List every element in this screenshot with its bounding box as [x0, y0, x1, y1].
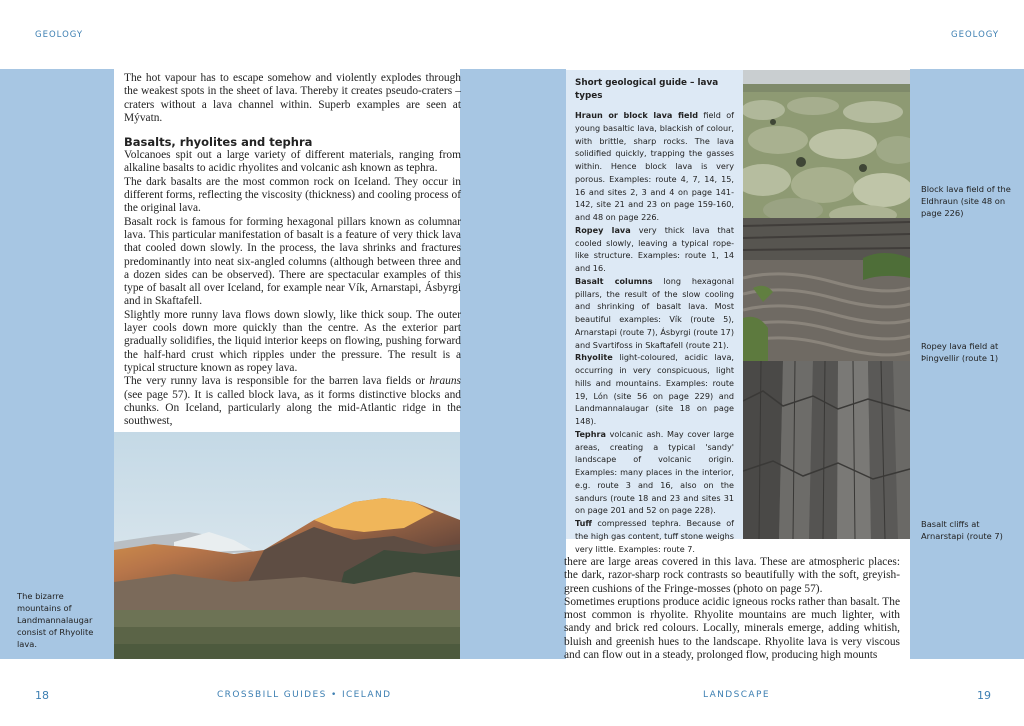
page-number-right: 19 [977, 689, 991, 702]
page-number-left: 18 [35, 689, 49, 702]
photo-caption-basalt: Basalt cliffs at Arnarstapi (route 7) [921, 519, 1003, 541]
guide-definition: field of young basaltic lava, blackish of colour, with brittle, sharp rocks. The lava solidified quickly, trapping the gasses within. Hence block lava is very porous. Examples: route 4, 7, 14, 15, 16 and sites 2, 3 and 4 on page 141-142, site 21 and 23 on page 159-160, and 48 on page 226. [575, 110, 734, 222]
guide-entry-tuff [575, 517, 734, 555]
right-margin-band [910, 69, 1024, 659]
guide-entry-hraun [575, 109, 734, 224]
photo-caption-ropey-lava: Ropey lava field at Þingvellir (route 1) [921, 341, 999, 363]
paragraph: The dark basalts are the most common rock on Iceland. They occur in different forms, reflecting the viscosity (thickness) and cooling process of the original lava. [124, 175, 461, 215]
guide-title: Short geological guide – lava types [575, 78, 719, 101]
paragraph: Slightly more runny lava flows down slowly, like thick soup. The outer layer cools down more quickly than the centre. As the exterior part gradually solidifies, the liquid interior keeps on flowing, pushing forward the half-hard crust which ripples under the pressure. The result is a typical structure known as ropey lava. [124, 308, 461, 374]
paragraph: Sometimes eruptions produce acidic igneous rocks rather than basalt. The most common is rhyolite. Rhyolite mountains are much lighter, with sandy and brick red colours. Locally, minerals emerge, adding whitish, bluish and greenish hues to the landscape. Rhyolite lava is very viscous and can flow out in a steady, prolonged flow, producing high mounts [564, 595, 900, 662]
photo-caption-block-lava: Block lava field of the Eldhraun (site 48 on page 226) [921, 184, 1011, 218]
basalt-cliffs-photo [743, 361, 910, 539]
guide-term: Basalt columns [575, 275, 653, 286]
guide-entry-basalt [575, 275, 734, 352]
right-column-text [564, 556, 900, 662]
guide-definition: light-coloured, acidic lava, occurring in very conspicuous, light hills and mountains. Examples: route 19, Lón (site 56 on page 229) and Landmannalaugar (site 18 on page 148). [575, 352, 734, 426]
landmannalaugar-photo [114, 432, 460, 659]
intro-paragraph: The hot vapour has to escape somehow and violently explodes through the weakest spots in the sheet of lava. Thereby it creates pseudo-craters – craters without a lava channel within. Superb examples are seen at Mývatn. [124, 72, 461, 124]
paragraph [124, 375, 461, 428]
paragraph-text: (see page 57). It is called block lava, as it forms distinctive blocks and chunks. On Iceland, particularly along the mid-Atlantic ridge in the southwest, [124, 388, 461, 428]
geological-guide-box [566, 70, 743, 554]
running-header-left: GEOLOGY [35, 30, 84, 40]
paragraph: there are large areas covered in this lava. These are atmospheric places: the dark, razor-sharp rock contrasts so beautifully with the soft, greyish-green cushions of the Fringe-mosses (photo on page 57). [564, 556, 900, 595]
gutter-band [460, 69, 566, 659]
guide-definition: compressed tephra. Because of the high gas content, tuff stone weighs very little. Examples: route 7. [575, 518, 734, 554]
paragraph: Basalt rock is famous for forming hexagonal pillars known as columnar lava. This particular manifestation of basalt is a feature of very thick lava that cooled down slowly. In the process, the lava shrinks and fractures predominantly into neat six-angled columns (although between three and a dozen sides can be observed). There are spectacular examples of this type of basalt all over Iceland, for example near Vík, Arnarstapi, Ásbyrgi and in Skaftafell. [124, 215, 461, 308]
guide-term: Hraun or block lava field [575, 110, 699, 120]
basalt-cliffs-illustration [743, 361, 910, 539]
section-heading: Basalts, rhyolites and tephra [124, 135, 313, 150]
guide-term: Rhyolite [575, 352, 613, 363]
landmannalaugar-illustration [114, 432, 460, 659]
guide-entry-ropey [575, 224, 734, 275]
paragraph-text: The very runny lava is responsible for the barren lava fields or [124, 375, 430, 388]
guide-term: Tephra [575, 428, 606, 439]
guide-definition: very thick lava that cooled slowly, leaving a typical rope-like structure. Examples: route 1, 14 and 16. [575, 224, 734, 273]
footer-title-right: LANDSCAPE [703, 690, 770, 700]
block-lava-illustration [743, 70, 910, 218]
left-margin-band [0, 69, 114, 659]
block-lava-photo [743, 70, 910, 218]
guide-term: Ropey lava [575, 224, 631, 235]
guide-entry-rhyolite [575, 351, 734, 428]
left-column-text [124, 72, 461, 428]
ropey-lava-illustration [743, 218, 910, 361]
guide-entry-tephra [575, 428, 734, 517]
guide-definition: long hexagonal pillars, the result of the slow cooling and shrinking of basalt lava. Most beautiful examples: Vík (route 5), Arnarstapi (route 7), Ásbyrgi (route 17) and Svartifoss in Skaftafell (route 21). [575, 275, 735, 350]
guide-definition: volcanic ash. May cover large areas, creating a typical 'sandy' landscape of volcanic origin. Examples: many places in the interior, e.g. route 3 and 16, also on the sandurs (route 18 and 23 and sites 31 on page 201 and 52 on page 228). [575, 428, 734, 516]
ropey-lava-photo [743, 218, 910, 361]
guide-term: Tuff [575, 518, 592, 528]
running-header-right: GEOLOGY [951, 30, 1000, 40]
photo-caption-landmannalaugar: The bizarre mountains of Landmannalaugar consist of Rhyolite lava. [17, 591, 94, 649]
footer-title-left: CROSSBILL GUIDES • ICELAND [217, 690, 392, 700]
paragraph: Volcanoes spit out a large variety of different materials, ranging from alkaline basalts to acidic rhyolites and volcanic ash known as tephra. [124, 149, 461, 175]
italic-term: hrauns [429, 375, 461, 388]
